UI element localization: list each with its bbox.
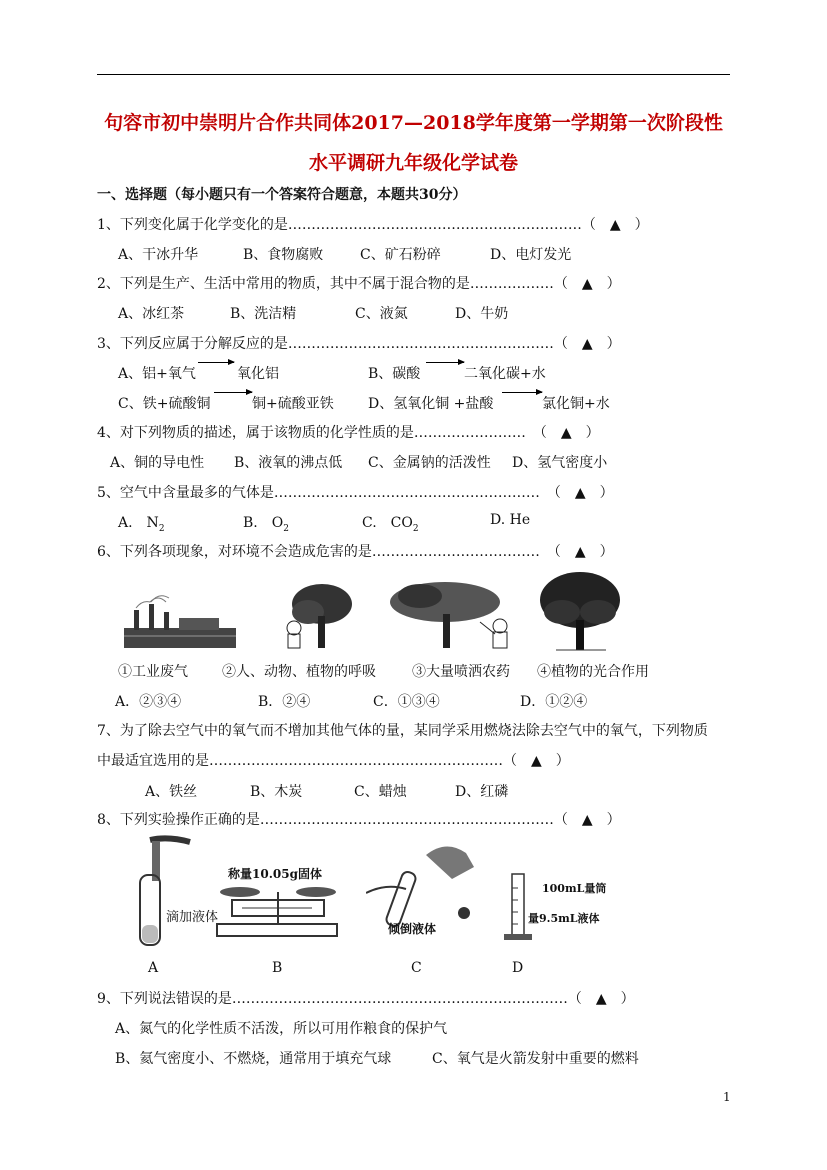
q2-option-c: C、液氮 bbox=[355, 306, 408, 322]
q5-option-c bbox=[362, 512, 419, 534]
graduated-cylinder-illustration bbox=[500, 870, 540, 942]
q7-option-c: C、蜡烛 bbox=[354, 784, 407, 800]
q5-option-d: D. He bbox=[490, 512, 531, 528]
tree-and-animals-illustration bbox=[278, 582, 358, 652]
question-9-stem: 9、下列说法错误的是………………………………………………………………（ ▲ ） bbox=[97, 991, 635, 1007]
q9-option-c: C、氧气是火箭发射中重要的燃料 bbox=[432, 1051, 639, 1067]
q6-option-d: D．①②④ bbox=[520, 694, 588, 710]
img-d-caption-2: 量9.5mL液体 bbox=[528, 912, 600, 925]
q7-option-b: B、木炭 bbox=[250, 784, 303, 800]
q1-option-d: D、电灯发光 bbox=[490, 247, 572, 263]
q1-option-a: A、干冰升华 bbox=[118, 247, 199, 263]
img-c-caption: 倾倒液体 bbox=[388, 922, 437, 936]
q3-option-a-product: 氧化铝 bbox=[237, 366, 279, 382]
q5-option-b bbox=[243, 512, 289, 534]
q9-option-b: B、氦气密度小、不燃烧，通常用于填充气球 bbox=[115, 1051, 392, 1067]
q4-option-b: B、液氧的沸点低 bbox=[234, 455, 343, 471]
q3-option-b-reactants: B、碳酸 bbox=[368, 366, 421, 382]
q3-option-a-reactants: A、铝+氧气 bbox=[118, 366, 196, 382]
q6-caption-2: ②人、动物、植物的呼吸 bbox=[222, 664, 376, 680]
q6-option-b: B．②④ bbox=[258, 694, 311, 710]
q6-option-c: C．①③④ bbox=[373, 694, 440, 710]
q8-label-d: D bbox=[512, 960, 524, 976]
subscript: 2 bbox=[158, 523, 165, 534]
exam-title-line1: 句容市初中崇明片合作共同体2017—2018学年度第一学期第一次阶段性 bbox=[104, 112, 723, 134]
q4-option-c: C、金属钠的活泼性 bbox=[368, 455, 491, 471]
page-number: 1 bbox=[723, 1090, 731, 1104]
q6-caption-4: ④植物的光合作用 bbox=[537, 664, 649, 680]
q4-option-d: D、氢气密度小 bbox=[512, 455, 608, 471]
question-5-stem: 5、空气中含量最多的气体是………………………………………………… （ ▲ ） bbox=[97, 485, 614, 501]
question-3-stem: 3、下列反应属于分解反应的是…………………………………………………（ ▲ ） bbox=[97, 336, 621, 352]
dropper-test-tube-illustration bbox=[130, 835, 200, 950]
reaction-arrow bbox=[214, 392, 252, 393]
q3-option-d-product: 氯化铜+水 bbox=[542, 396, 610, 412]
q9-option-a: A、氮气的化学性质不活泼，所以可用作粮食的保护气 bbox=[115, 1021, 448, 1037]
q8-label-c: C bbox=[411, 960, 422, 976]
img-b-caption: 称量10.05g固体 bbox=[228, 867, 322, 881]
q3-option-c-product: 铜+硫酸亚铁 bbox=[252, 396, 334, 412]
q4-option-a: A、铜的导电性 bbox=[110, 455, 205, 471]
q2-option-b: B、洗洁精 bbox=[230, 306, 297, 322]
q5-option-a-text: A. N bbox=[118, 515, 159, 531]
header-rule bbox=[97, 74, 730, 75]
question-8-stem: 8、下列实验操作正确的是………………………………………………………（ ▲ ） bbox=[97, 812, 621, 828]
q5-option-b-text: B. O bbox=[243, 515, 284, 531]
q2-option-a: A、冰红茶 bbox=[118, 306, 185, 322]
section-heading: 一、选择题（每小题只有一个答案符合题意，本题共30分） bbox=[97, 187, 467, 203]
q2-option-d: D、牛奶 bbox=[455, 306, 509, 322]
reaction-arrow bbox=[426, 362, 464, 363]
photosynthesis-tree-illustration bbox=[536, 570, 624, 654]
question-7-stem-line2: 中最适宜选用的是………………………………………………………（ ▲ ） bbox=[97, 753, 570, 769]
img-a-caption: 滴加液体 bbox=[166, 910, 219, 925]
q6-caption-3: ③大量喷洒农药 bbox=[412, 664, 510, 680]
question-4-stem: 4、对下列物质的描述，属于该物质的化学性质的是…………………… （ ▲ ） bbox=[97, 425, 600, 441]
reaction-arrow bbox=[502, 392, 542, 393]
q3-option-d-reactants: D、氢氧化铜 +盐酸 bbox=[368, 396, 494, 412]
q6-caption-1: ①工业废气 bbox=[118, 664, 188, 680]
question-7-stem-line1: 7、为了除去空气中的氧气而不增加其他气体的量，某同学采用燃烧法除去空气中的氧气，下列物质 bbox=[97, 723, 708, 739]
q1-option-c: C、矿石粉碎 bbox=[360, 247, 441, 263]
q8-label-b: B bbox=[272, 960, 283, 976]
img-d-caption-1: 100mL量筒 bbox=[542, 882, 607, 895]
q1-option-b: B、食物腐败 bbox=[243, 247, 324, 263]
reaction-arrow bbox=[198, 362, 234, 363]
factory-illustration bbox=[124, 590, 236, 650]
q5-option-a bbox=[118, 512, 165, 534]
subscript: 2 bbox=[412, 523, 419, 534]
q3-option-b-product: 二氧化碳+水 bbox=[464, 366, 546, 382]
q7-option-a: A、铁丝 bbox=[145, 784, 198, 800]
subscript: 2 bbox=[283, 523, 289, 534]
q5-option-c-text: C. CO bbox=[362, 515, 413, 531]
question-2-stem: 2、下列是生产、生活中常用的物质，其中不属于混合物的是………………（ ▲ ） bbox=[97, 276, 621, 292]
pesticide-spraying-illustration bbox=[385, 578, 520, 653]
question-6-stem: 6、下列各项现象，对环境不会造成危害的是……………………………… （ ▲ ） bbox=[97, 544, 614, 560]
q7-option-d: D、红磷 bbox=[455, 784, 509, 800]
question-1-stem: 1、下列变化属于化学变化的是………………………………………………………（ ▲ ） bbox=[97, 217, 649, 233]
q6-option-a: A．②③④ bbox=[115, 694, 182, 710]
q3-option-c-reactants: C、铁+硫酸铜 bbox=[118, 396, 211, 412]
q8-label-a: A bbox=[148, 960, 159, 976]
exam-title-line2: 水平调研九年级化学试卷 bbox=[308, 152, 518, 174]
